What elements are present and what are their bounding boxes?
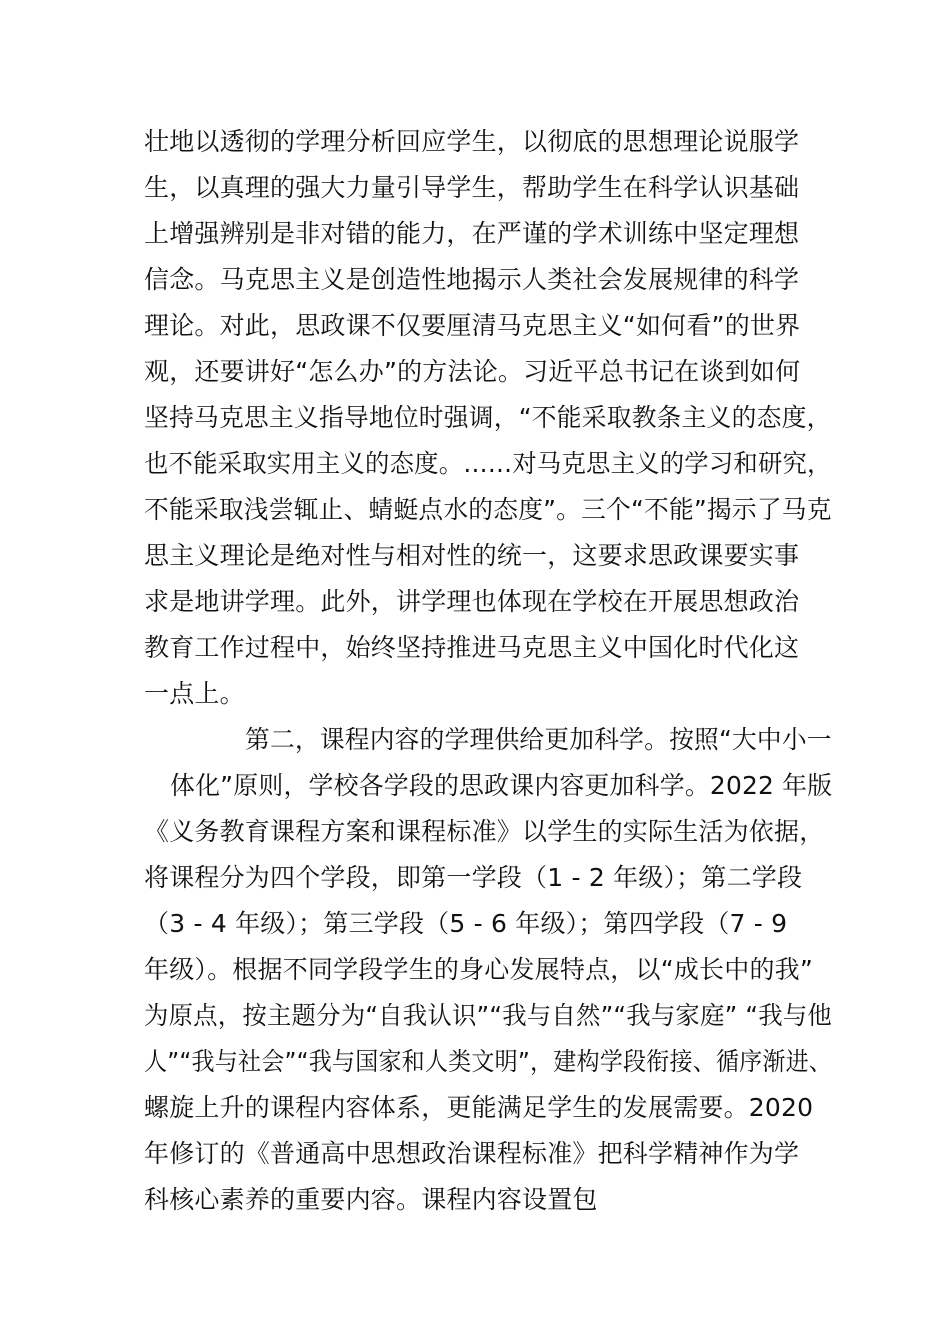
text-line: 求是地讲学理。此外，讲学理也体现在学校在开展思想政治 (144, 587, 800, 616)
text-line: 思主义理论是绝对性与相对性的统一，这要求思政课要实事 (144, 541, 800, 570)
text-line: 年修订的《普通高中思想政治课程标准》把科学精神作为学 (144, 1139, 800, 1168)
paragraph-first-line: 第二，课程内容的学理供给更加科学。按照“大中小一 (245, 725, 832, 754)
text-line: 也不能采取实用主义的态度。……对马克思主义的学习和研究， (144, 449, 832, 478)
text-line: 信念。马克思主义是创造性地揭示人类社会发展规律的科学 (144, 265, 800, 294)
text-line: 不能采取浅尝辄止、蜻蜓点水的态度”。三个“不能”揭示了马克 (144, 495, 832, 524)
text-line: 一点上。 (144, 679, 245, 708)
text-line: 壮地以透彻的学理分析回应学生，以彻底的思想理论说服学 (144, 127, 800, 156)
text-line: 为原点，按主题分为“自我认识”“我与自然”“我与家庭” “我与他 (144, 1001, 833, 1030)
text-line: 将课程分为四个学段，即第一学段（1 - 2 年级）；第二学段 (144, 863, 803, 892)
text-line: （3 - 4 年级）；第三学段（5 - 6 年级）；第四学段（7 - 9 (144, 909, 788, 938)
text-line: 螺旋上升的课程内容体系，更能满足学生的发展需要。2020 (144, 1093, 814, 1122)
text-line: 理论。对此，思政课不仅要厘清马克思主义“如何看”的世界 (144, 311, 801, 340)
text-line: 观，还要讲好“怎么办”的方法论。习近平总书记在谈到如何 (144, 357, 801, 386)
text-line: 教育工作过程中，始终坚持推进马克思主义中国化时代化这 (144, 633, 800, 662)
text-line: 人”“我与社会”“我与国家和人类文明”，建构学段衔接、循序渐进、 (144, 1047, 833, 1076)
text-line: 科核心素养的重要内容。课程内容设置包 (144, 1185, 598, 1214)
text-line: 上增强辨别是非对错的能力，在严谨的学术训练中坚定理想 (144, 219, 800, 248)
text-line: 坚持马克思主义指导地位时强调，“不能采取教条主义的态度， (144, 403, 832, 432)
text-line: 生，以真理的强大力量引导学生，帮助学生在科学认识基础 (144, 173, 800, 202)
text-line: 《义务教育课程方案和课程标准》以学生的实际生活为依据， (144, 817, 825, 846)
text-line: 年级）。根据不同学段学生的身心发展特点，以“成长中的我” (144, 955, 814, 984)
text-line: 体化”原则，学校各学段的思政课内容更加科学。2022 年版 (170, 771, 833, 800)
